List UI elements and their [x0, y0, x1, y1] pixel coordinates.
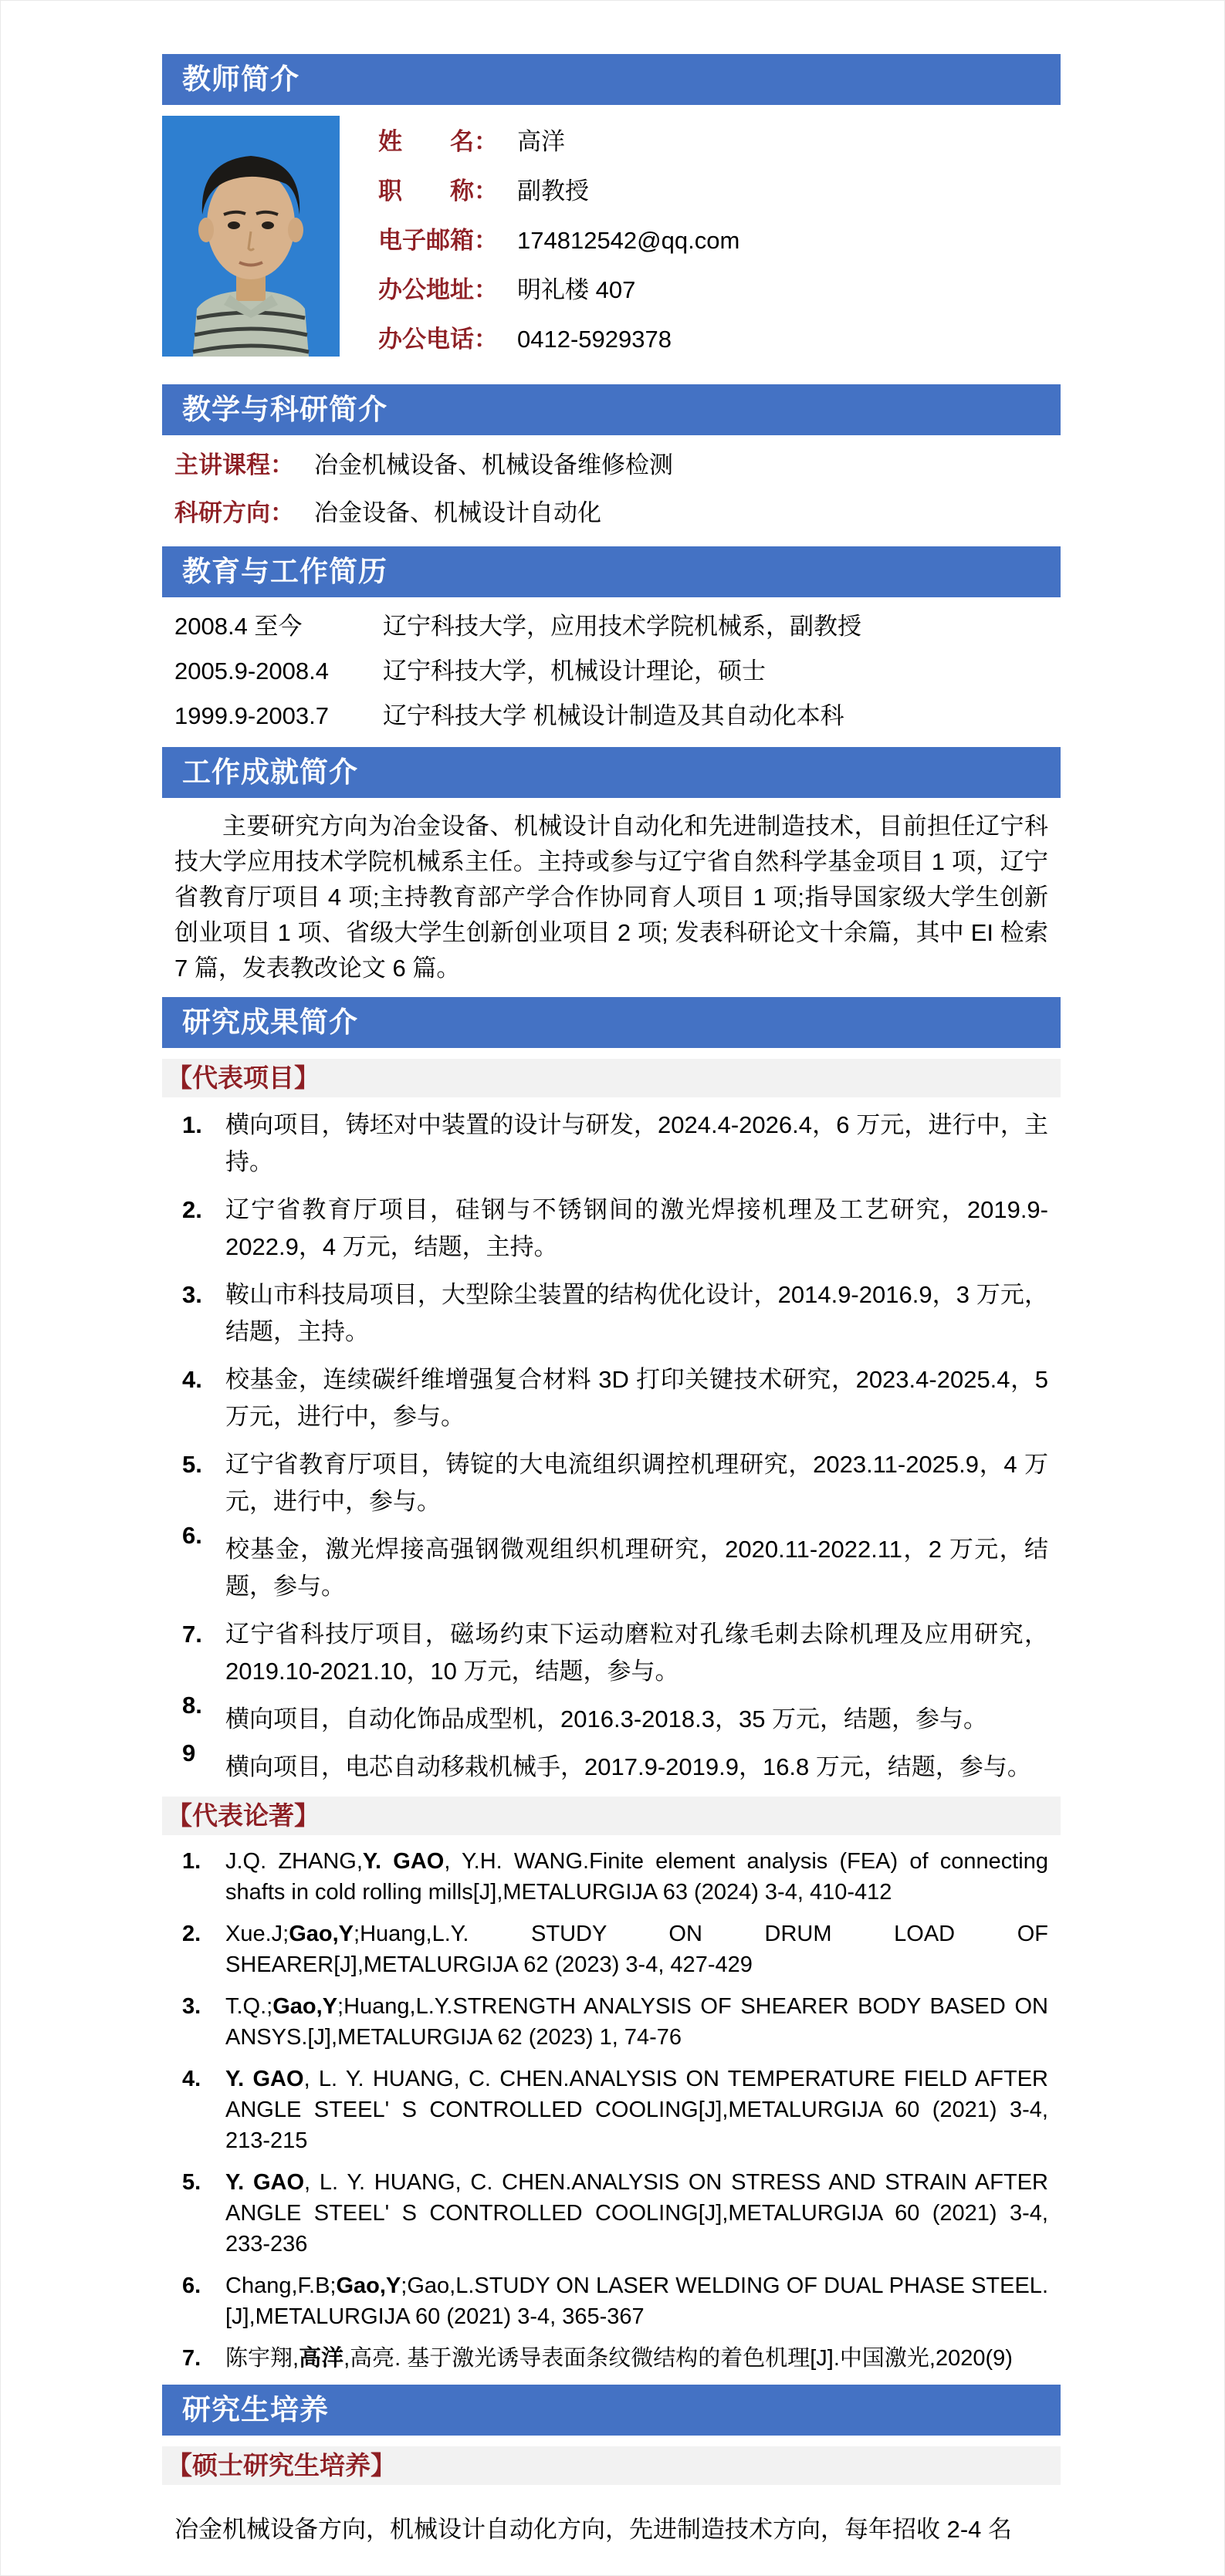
project-item-number: 3.: [182, 1281, 202, 1308]
portrait-illustration: [162, 116, 340, 357]
paper-item: [174, 2343, 1048, 2374]
teaching-field-label: 主讲课程：: [174, 451, 294, 478]
profile-field-value: 副教授: [517, 177, 589, 205]
achievements-paragraph: 主要研究方向为冶金设备、机械设计自动化和先进制造技术，目前担任辽宁科技大学应用技术学院机械系主任。主持或参与辽宁省自然科学基金项目 1 项，辽宁省教育厅项目 4 项;主持教育部产学合作协同育人项目 1 项;指导国家级大学生创新创业项目 1 项、省级大学生创新创业项目 2 项; 发表科研论文十余篇，其中 EI 检索 7 篇，发表教改论文 6 篇。: [174, 813, 1048, 982]
section-header-graduate: 研究生培养: [162, 2385, 1061, 2436]
paper-item-text: T.Q.;Gao,Y;Huang,L.Y.STRENGTH ANALYSIS OF SHEARER BODY BASED ON ANSYS.[J],METALURGIJA 62 (2023) 1, 74-76: [225, 1994, 1048, 2050]
teaching-field-row: [174, 499, 1048, 528]
profile-field-label: 职 称：: [378, 177, 498, 205]
section-header-education-work: 教育与工作简历: [162, 546, 1061, 597]
subheading-representative-projects-label: 【代表项目】: [167, 1063, 320, 1092]
teaching-field-label: 科研方向：: [174, 499, 294, 526]
teaching-field-value: 冶金设备、机械设计自动化: [314, 499, 601, 526]
teaching-fields: [162, 451, 1061, 528]
paper-item-text: J.Q. ZHANG,Y. GAO, Y.H. WANG.Finite element analysis (FEA) of connecting shafts in cold rolling mills[J],METALURGIJA 63 (2024) 3-4, 410-412: [225, 1849, 1048, 1905]
project-item-text: 横向项目，自动化饰品成型机，2016.3-2018.3，35 万元，结题，参与。: [225, 1706, 988, 1733]
education-detail: 辽宁科技大学 机械设计制造及其自动化本科: [383, 702, 844, 729]
paper-item-text: Y. GAO, L. Y. HUANG, C. CHEN.ANALYSIS ON STRESS AND STRAIN AFTER ANGLE STEEL' S CONTROLLED COOLING[J],METALURGIJA 60 (2021) 3-4, 233-236: [225, 2170, 1048, 2257]
teaching-field-row: [174, 451, 1048, 480]
profile-field-value: 高洋: [517, 128, 565, 155]
profile-field-row: [378, 127, 1061, 157]
paper-item-number: 1.: [182, 1849, 201, 1874]
project-list: [162, 1107, 1061, 1786]
project-item-number: 1.: [182, 1111, 202, 1138]
paper-item-number: 6.: [182, 2273, 201, 2298]
project-item: [174, 1522, 1048, 1605]
project-item-text: 辽宁省教育厅项目，铸锭的大电流组织调控机理研究，2023.11-2025.9，4 万元，进行中，参与。: [225, 1451, 1048, 1515]
project-item-text: 校基金，激光焊接高强钢微观组织机理研究，2020.11-2022.11，2 万元，结题，参与。: [225, 1536, 1048, 1600]
paper-item: [174, 2167, 1048, 2260]
paper-list: [162, 1846, 1061, 2374]
profile-field-label: 姓 名：: [378, 128, 498, 155]
teacher-photo: [162, 116, 340, 357]
profile-field-row: [378, 324, 1061, 355]
profile-field-label: 办公电话：: [378, 326, 498, 353]
education-period: 2008.4 至今: [174, 613, 303, 640]
profile-block: [162, 116, 1061, 374]
project-item: [174, 1616, 1048, 1690]
education-detail: 辽宁科技大学，应用技术学院机械系，副教授: [383, 613, 861, 640]
paper-item-text: Y. GAO, L. Y. HUANG, C. CHEN.ANALYSIS ON TEMPERATURE FIELD AFTER ANGLE STEEL' S CONTROLLED COOLING[J],METALURGIJA 60 (2021) 3-4, 213-215: [225, 2067, 1048, 2153]
paper-item-number: 3.: [182, 1994, 201, 2019]
project-item-text: 辽宁省教育厅项目，硅钢与不锈钢间的激光焊接机理及工艺研究，2019.9-2022.9，4 万元，结题，主持。: [225, 1196, 1048, 1260]
section-header-teacher-intro: 教师简介: [162, 54, 1061, 105]
profile-fields: [378, 116, 1061, 374]
paper-item: [174, 1918, 1048, 1980]
project-item: [174, 1361, 1048, 1435]
subheading-representative-papers-label: 【代表论著】: [167, 1801, 320, 1830]
paper-item-text: 陈宇翔,高洋,高亮. 基于激光诱导表面条纹微结构的着色机理[J].中国激光,2020(9): [225, 2346, 1013, 2371]
paper-item-text: Chang,F.B;Gao,Y;Gao,L.STUDY ON LASER WELDING OF DUAL PHASE STEEL.[J],METALURGIJA 60 (2021) 3-4, 365-367: [225, 2273, 1048, 2329]
profile-field-value: 0412-5929378: [517, 326, 672, 353]
education-row: [174, 702, 1048, 730]
graduate-training-text: 冶金机械设备方向，机械设计自动化方向，先进制造技术方向，每年招收 2-4 名: [174, 2516, 1013, 2543]
project-item-number: 2.: [182, 1196, 202, 1223]
section-header-research-results: 研究成果简介: [162, 997, 1061, 1048]
project-item-number: 5.: [182, 1451, 202, 1478]
subheading-master-training-label: 【硕士研究生培养】: [167, 2451, 396, 2480]
education-detail: 辽宁科技大学，机械设计理论，硕士: [383, 658, 766, 685]
paper-item-number: 5.: [182, 2170, 201, 2195]
subheading-master-training: [162, 2446, 1061, 2485]
page-content: [162, 0, 1061, 2576]
project-item: [174, 1276, 1048, 1351]
profile-field-value: 明礼楼 407: [517, 276, 636, 303]
project-item-text: 辽宁省科技厅项目，磁场约束下运动磨粒对孔缘毛刺去除机理及应用研究，2019.10-2021.10，10 万元，结题，参与。: [225, 1621, 1048, 1685]
profile-field-row: [378, 225, 1061, 256]
paper-item: [174, 2270, 1048, 2332]
education-period: 2005.9-2008.4: [174, 658, 329, 685]
education-period: 1999.9-2003.7: [174, 702, 329, 729]
project-item-text: 校基金，连续碳纤维增强复合材料 3D 打印关键技术研究，2023.4-2025.4，5 万元，进行中，参与。: [225, 1366, 1048, 1430]
paper-item: [174, 1991, 1048, 2053]
profile-field-row: [378, 176, 1061, 207]
education-row: [174, 613, 1048, 641]
project-item-number: 7.: [182, 1621, 202, 1648]
profile-field-row: [378, 275, 1061, 306]
profile-field-value: 174812542@qq.com: [517, 227, 740, 254]
project-item-number: 4.: [182, 1366, 202, 1393]
project-item-number: 8.: [182, 1692, 202, 1719]
education-row: [174, 658, 1048, 685]
section-header-achievements: 工作成就简介: [162, 747, 1061, 798]
project-item: [174, 1446, 1048, 1520]
paper-item-text: Xue.J;Gao,Y;Huang,L.Y. STUDY ON DRUM LOAD OF SHEARER[J],METALURGIJA 62 (2023) 3-4, 427-429: [225, 1922, 1048, 1977]
subheading-representative-projects: [162, 1059, 1061, 1097]
section-header-teaching-research: 教学与科研简介: [162, 384, 1061, 435]
profile-field-label: 办公地址：: [378, 276, 498, 303]
project-item-text: 鞍山市科技局项目，大型除尘装置的结构优化设计，2014.9-2016.9，3 万元，结题，主持。: [225, 1281, 1048, 1345]
paper-item-number: 2.: [182, 1922, 201, 1946]
project-item: [174, 1192, 1048, 1266]
profile-field-label: 电子邮箱：: [378, 227, 498, 254]
project-item-text: 横向项目，铸坯对中装置的设计与研发，2024.4-2026.4，6 万元，进行中，主持。: [225, 1111, 1048, 1175]
project-item: [174, 1692, 1048, 1738]
project-item-number: 9: [182, 1739, 196, 1766]
subheading-representative-papers: [162, 1797, 1061, 1835]
project-item-number: 6.: [182, 1522, 202, 1549]
paper-item: [174, 1846, 1048, 1908]
paper-item-number: 4.: [182, 2067, 201, 2091]
project-item: [174, 1739, 1048, 1786]
teaching-field-value: 冶金机械设备、机械设备维修检测: [314, 451, 673, 478]
project-item-text: 横向项目，电芯自动移栽机械手，2017.9-2019.9，16.8 万元，结题，参与。: [225, 1753, 1031, 1780]
paper-item: [174, 2064, 1048, 2156]
education-history: [162, 613, 1061, 730]
paper-item-number: 7.: [182, 2346, 201, 2371]
project-item: [174, 1107, 1048, 1181]
